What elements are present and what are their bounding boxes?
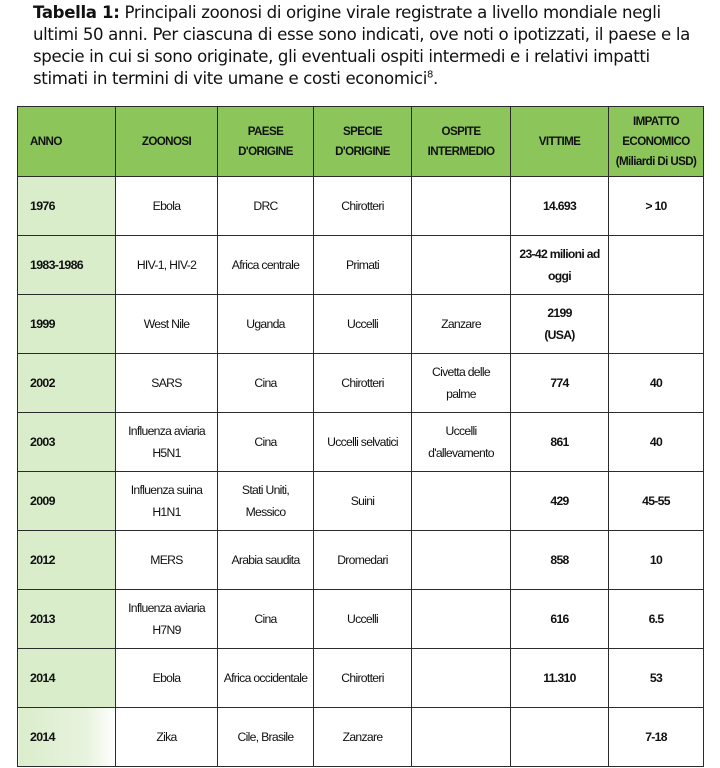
cell-vittime-text: 14.693 [542, 199, 577, 213]
cell-impatto [609, 649, 704, 708]
cell-paese-text: Stati Uniti, [241, 483, 290, 497]
cell-ospite-text: Civetta delle [432, 365, 490, 379]
cell-ospite-text: Uccelli [445, 424, 477, 438]
cell-vittime [511, 177, 609, 236]
cell-anno [18, 531, 116, 590]
table-header-row [18, 107, 704, 177]
cell-ospite [412, 649, 511, 708]
cell-anno-text: 1976 [30, 199, 55, 213]
cell-anno [18, 472, 116, 531]
cell-specie [314, 531, 412, 590]
cell-specie-text: Chirotteri [341, 199, 384, 213]
cell-impatto [609, 472, 704, 531]
cell-anno-text: 2013 [30, 612, 55, 626]
cell-impatto [609, 177, 704, 236]
cell-impatto-text: 40 [649, 435, 663, 449]
cell-zoonosi [116, 354, 218, 413]
cell-vittime-text: 11.310 [543, 671, 576, 685]
cell-specie [314, 177, 412, 236]
cell-specie [314, 649, 412, 708]
cell-zoonosi-text: Ebola [152, 199, 181, 213]
cell-anno [18, 590, 116, 649]
cell-paese-text: Cina [254, 612, 277, 626]
cell-specie [314, 590, 412, 649]
cell-zoonosi-text: Zika [156, 730, 177, 744]
cell-anno-text: 1999 [30, 317, 55, 331]
cell-specie-text: Uccelli [347, 317, 378, 331]
cell-paese [218, 354, 314, 413]
cell-specie [314, 413, 412, 472]
header-ospite-line1: OSPITE [441, 124, 481, 138]
header-impatto-line1: IMPATTO [632, 114, 680, 128]
cell-vittime [511, 708, 609, 767]
cell-zoonosi [116, 708, 218, 767]
cell-vittime-text: 616 [550, 612, 569, 626]
cell-anno [18, 413, 116, 472]
cell-paese-text: Africa centrale [231, 258, 300, 272]
cell-vittime-text: 429 [550, 494, 569, 508]
cell-paese [218, 295, 314, 354]
cell-paese-text: Arabia saudita [231, 553, 300, 567]
cell-paese-text: Cina [254, 435, 277, 449]
cell-ospite [412, 531, 511, 590]
caption-text: Principali zoonosi di origine virale registrate a livello mondiale negli ultimi 50 anni. Per ciascuna di esse sono indicati, ove noti o ipotizzati, il paese e la specie in cui si sono originate, gli eventuali ospiti intermedi e i relativi impatti stimati in termini di vite umane e costi economici [33, 3, 690, 88]
cell-paese-text: Uganda [246, 317, 285, 331]
header-impatto-line2: ECONOMICO [622, 134, 690, 148]
cell-zoonosi [116, 590, 218, 649]
cell-vittime [511, 649, 609, 708]
cell-anno-text: 2014 [30, 730, 55, 744]
table-row [18, 590, 704, 649]
cell-ospite-text-2: d'allevamento [428, 446, 494, 460]
cell-specie-text: Dromedari [337, 553, 388, 567]
cell-paese [218, 472, 314, 531]
cell-specie-text: Zanzare [342, 730, 383, 744]
cell-zoonosi [116, 649, 218, 708]
cell-specie [314, 354, 412, 413]
cell-anno-text: 1983-1986 [30, 258, 83, 272]
cell-vittime-text-2: (USA) [544, 328, 575, 342]
cell-vittime-text: 2199 [547, 306, 572, 320]
cell-ospite [412, 472, 511, 531]
cell-impatto [609, 354, 704, 413]
cell-zoonosi [116, 472, 218, 531]
cell-vittime-text-2: oggi [548, 269, 571, 283]
cell-specie [314, 472, 412, 531]
caption-label: Tabella 1 [33, 3, 114, 22]
cell-zoonosi-text: Ebola [152, 671, 181, 685]
cell-ospite-text: Zanzare [441, 317, 481, 331]
cell-specie-text: Chirotteri [341, 376, 384, 390]
cell-zoonosi-text: SARS [151, 376, 182, 390]
cell-zoonosi-text: West Nile [143, 317, 190, 331]
table-row [18, 177, 704, 236]
cell-vittime [511, 413, 609, 472]
cell-anno-text: 2003 [30, 435, 55, 449]
caption-colon: : [113, 3, 120, 22]
cell-specie-text: Suini [350, 494, 375, 508]
cell-ospite [412, 236, 511, 295]
cell-vittime [511, 295, 609, 354]
cell-paese-text-2: Messico [245, 505, 286, 519]
header-impatto-line3: (Miliardi Di USD) [615, 154, 697, 168]
cell-vittime-text: 861 [550, 435, 569, 449]
cell-specie-text: Uccelli selvatici [327, 435, 398, 449]
header-specie: SPECIE D'ORIGINE [314, 107, 412, 177]
cell-paese [218, 590, 314, 649]
cell-vittime-text: 774 [550, 376, 569, 390]
table-row [18, 354, 704, 413]
cell-ospite-text-2: palme [446, 387, 476, 401]
cell-paese [218, 413, 314, 472]
header-vittime: VITTIME [511, 107, 609, 177]
table-row [18, 236, 704, 295]
cell-zoonosi-text: Influenza aviaria [128, 424, 205, 438]
cell-impatto-text: 10 [649, 553, 663, 567]
cell-anno [18, 354, 116, 413]
cell-specie [314, 708, 412, 767]
cell-anno-text: 2009 [30, 494, 55, 508]
cell-vittime-text: 23-42 milioni ad [519, 247, 600, 261]
header-anno: ANNO [18, 107, 116, 177]
cell-specie-text: Uccelli [347, 612, 378, 626]
cell-ospite [412, 177, 511, 236]
cell-specie [314, 236, 412, 295]
cell-anno-text: 2012 [30, 553, 55, 567]
cell-vittime [511, 590, 609, 649]
cell-ospite [412, 295, 511, 354]
cell-impatto-text: 6.5 [648, 612, 664, 626]
cell-vittime [511, 354, 609, 413]
cell-zoonosi [116, 177, 218, 236]
cell-impatto [609, 236, 704, 295]
caption-end: . [432, 69, 438, 88]
cell-paese-text: Cina [254, 376, 277, 390]
cell-specie-text: Chirotteri [341, 671, 384, 685]
cell-anno [18, 236, 116, 295]
cell-zoonosi-text: MERS [150, 553, 183, 567]
cell-zoonosi-text-2: H1N1 [152, 505, 181, 519]
header-ospite-line2: INTERMEDIO [427, 144, 495, 158]
cell-paese [218, 649, 314, 708]
cell-paese-text: Africa occidentale [223, 671, 308, 685]
cell-impatto-text: 40 [649, 376, 663, 390]
cell-ospite [412, 354, 511, 413]
cell-impatto [609, 531, 704, 590]
cell-paese [218, 531, 314, 590]
cell-paese [218, 177, 314, 236]
table-row [18, 413, 704, 472]
cell-zoonosi [116, 236, 218, 295]
header-impatto [609, 107, 704, 177]
cell-impatto-text: 45-55 [642, 494, 670, 508]
cell-specie [314, 295, 412, 354]
cell-anno-text: 2002 [30, 376, 55, 390]
cell-zoonosi [116, 295, 218, 354]
cell-vittime [511, 531, 609, 590]
table-row [18, 708, 704, 767]
table-row [18, 295, 704, 354]
header-zoonosi: ZOONOSI [116, 107, 218, 177]
cell-anno [18, 177, 116, 236]
cell-zoonosi [116, 531, 218, 590]
cell-paese [218, 708, 314, 767]
cell-paese-text: Cile, Brasile [237, 730, 294, 744]
cell-impatto [609, 413, 704, 472]
table-row [18, 649, 704, 708]
cell-zoonosi-text: HIV-1, HIV-2 [136, 258, 197, 272]
cell-zoonosi-text-2: H7N9 [152, 623, 181, 637]
header-paese: PAESE D'ORIGINE [218, 107, 314, 177]
cell-vittime [511, 236, 609, 295]
cell-zoonosi [116, 413, 218, 472]
table-caption [33, 2, 709, 90]
cell-anno [18, 708, 116, 767]
table-row [18, 531, 704, 590]
cell-anno [18, 649, 116, 708]
cell-zoonosi-text-2: H5N1 [152, 446, 181, 460]
cell-impatto [609, 590, 704, 649]
cell-vittime [511, 472, 609, 531]
table-body [18, 177, 704, 767]
zoonoses-table [17, 106, 704, 767]
cell-ospite [412, 708, 511, 767]
cell-paese-text: DRC [253, 199, 278, 213]
cell-impatto-text: 7-18 [645, 730, 667, 744]
cell-zoonosi-text: Influenza aviaria [128, 601, 205, 615]
cell-impatto [609, 295, 704, 354]
cell-ospite [412, 413, 511, 472]
cell-anno-text: 2014 [30, 671, 55, 685]
cell-specie-text: Primati [345, 258, 380, 272]
table-row [18, 472, 704, 531]
cell-ospite [412, 590, 511, 649]
cell-zoonosi-text: Influenza suina [130, 483, 203, 497]
header-ospite [412, 107, 511, 177]
cell-anno [18, 295, 116, 354]
cell-vittime-text: 858 [550, 553, 569, 567]
caption-footnote: 8 [426, 69, 433, 81]
cell-impatto [609, 708, 704, 767]
cell-impatto-text: 53 [649, 671, 663, 685]
cell-paese [218, 236, 314, 295]
cell-impatto-text: > 10 [645, 199, 667, 213]
